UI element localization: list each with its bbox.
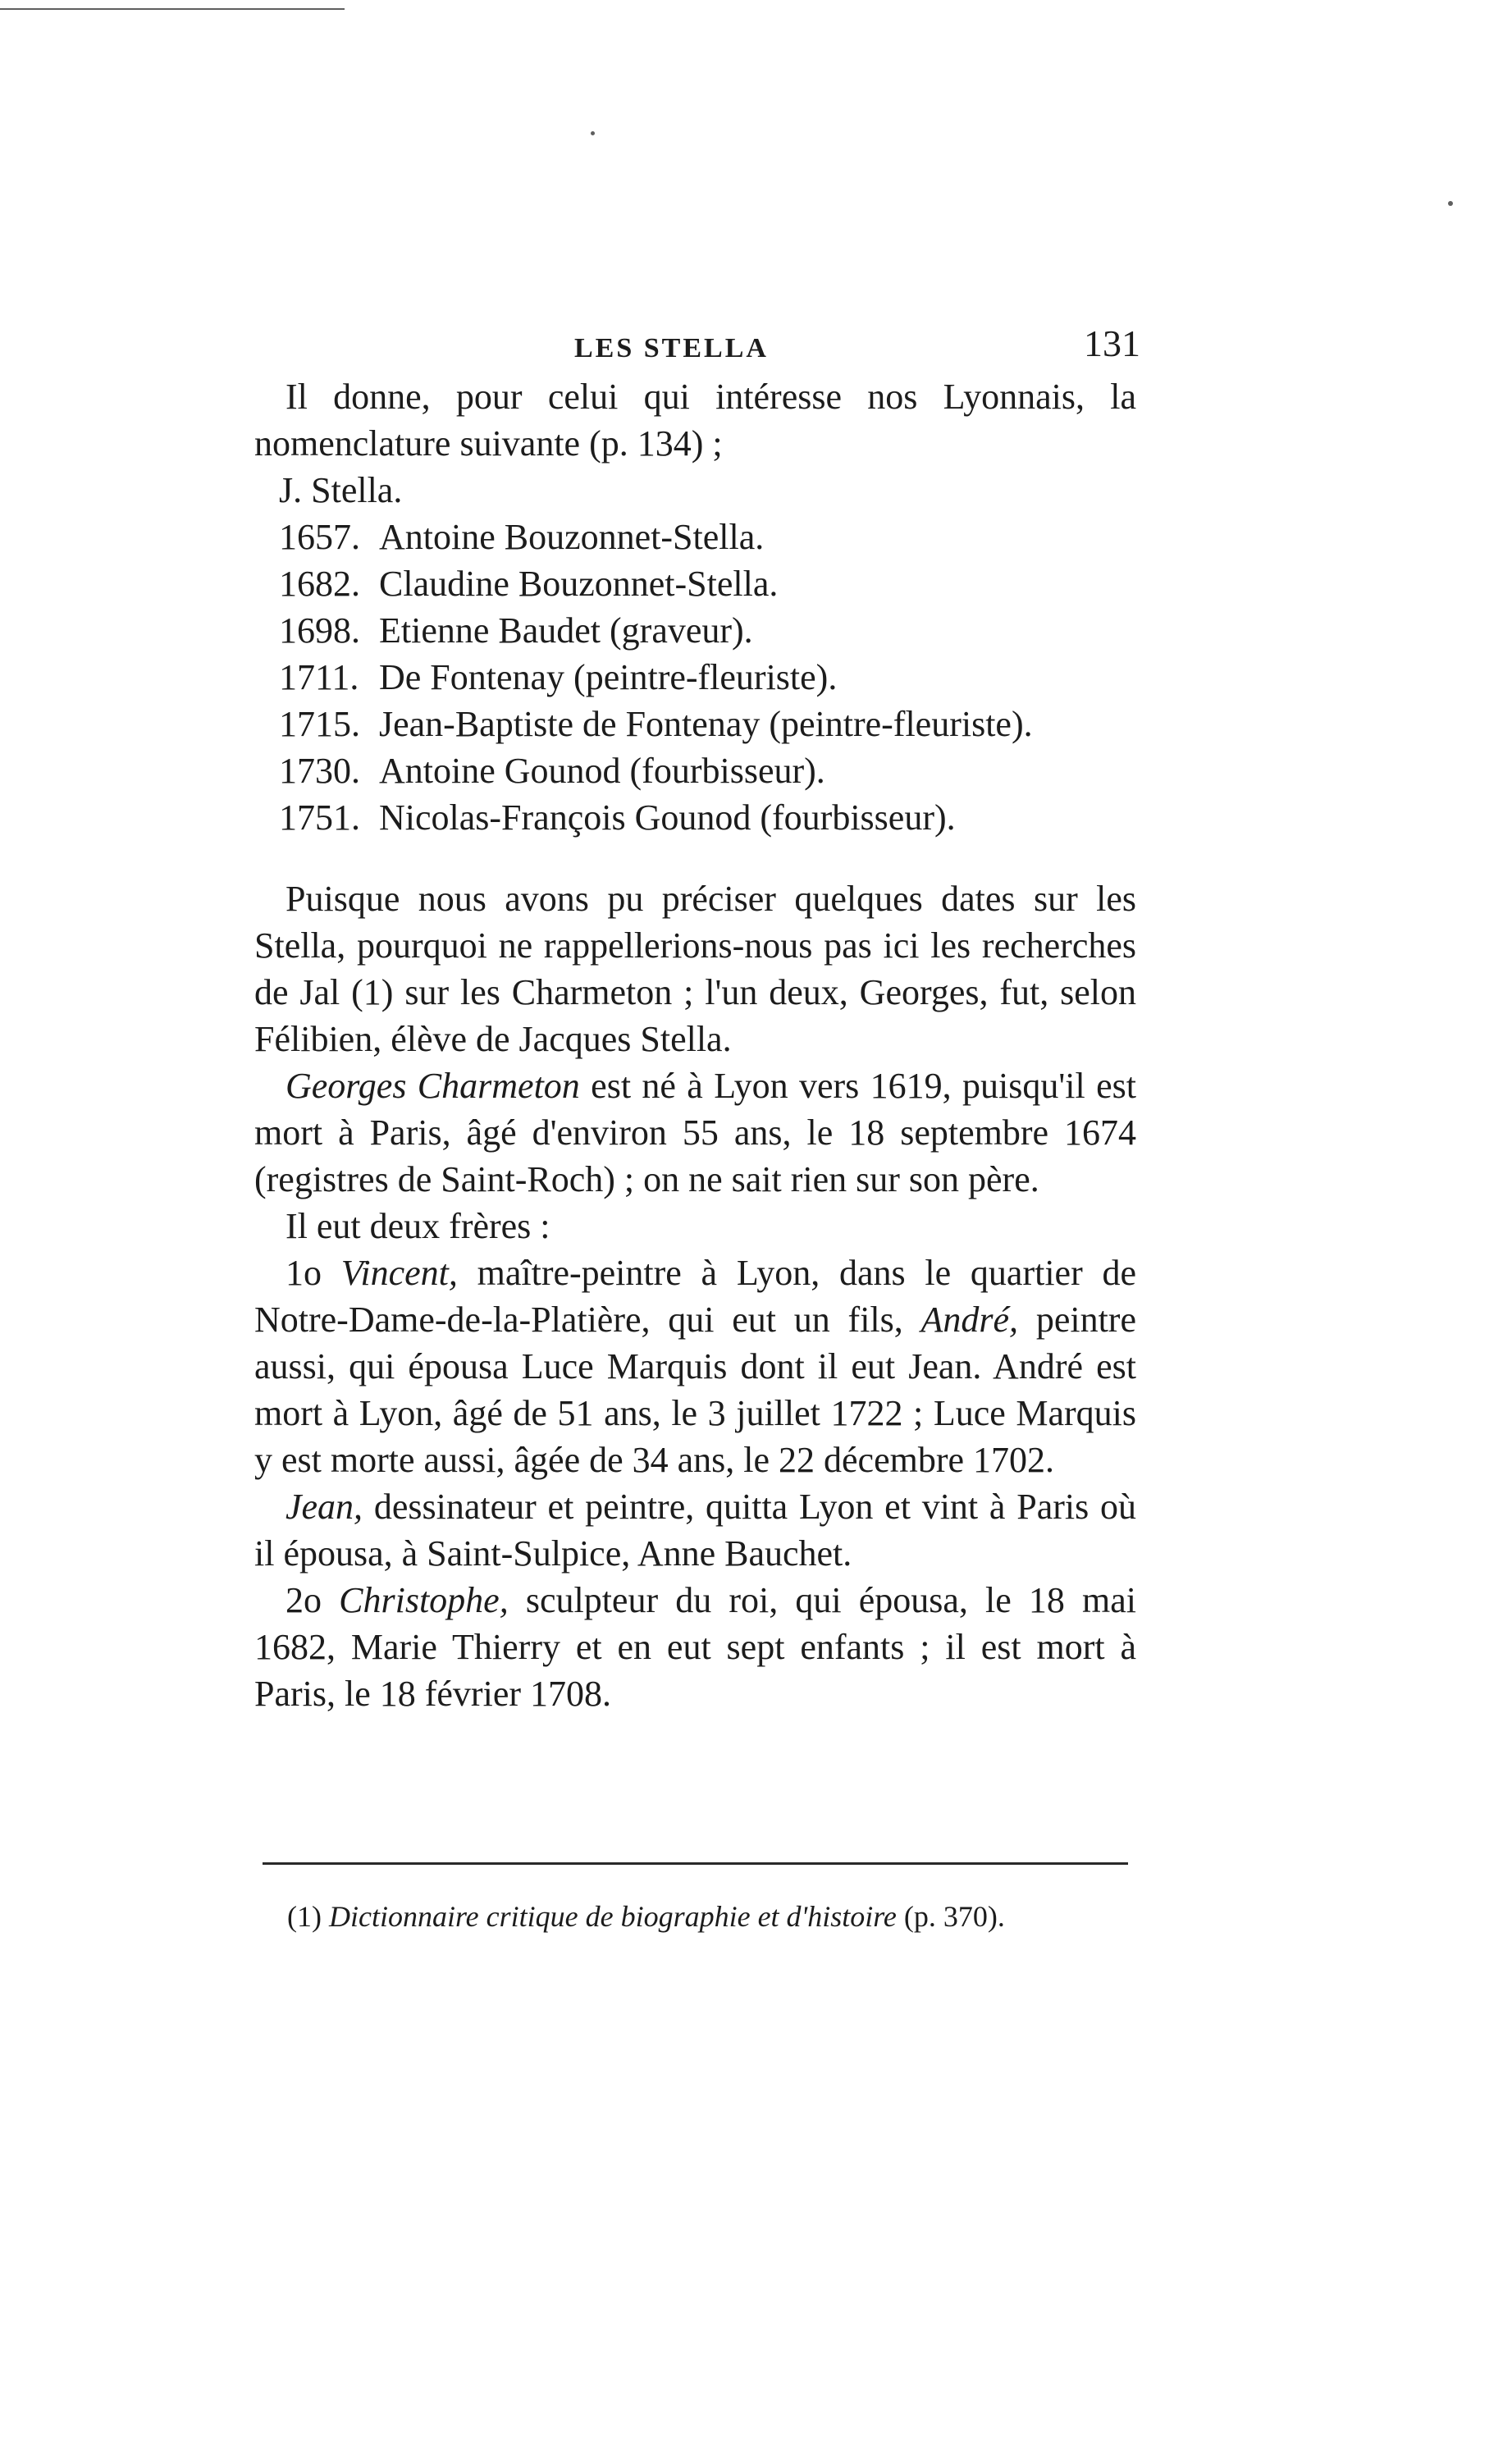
list-item-text: J. Stella. [279, 470, 403, 510]
running-title: LES STELLA [574, 333, 769, 363]
list-item-text: De Fontenay (peintre-fleuriste). [379, 657, 838, 697]
paragraph-georges [254, 1062, 1136, 1203]
paragraph-text: est né à Lyon vers 1619, puisqu'il est mort à Paris, âgé d'environ 55 ans, le 18 septembre 1674 (registres de Saint-Roch) ; on ne sait rien sur son père. [254, 1066, 1136, 1199]
paragraph-text: dessinateur et peintre, quitta Lyon et vint à Paris où il épousa, à Saint-Sulpice, Anne Bauchet. [254, 1487, 1136, 1574]
page-header [574, 318, 1140, 368]
list-item-text: Nicolas-François Gounod (fourbisseur). [379, 797, 956, 838]
list-item [254, 467, 1136, 514]
page-number: 131 [1084, 322, 1140, 364]
list-item [254, 560, 1136, 607]
person-name: Georges Charmeton [285, 1066, 580, 1106]
footnote-ref: (p. 370). [903, 1900, 1005, 1933]
paragraph-jean [254, 1483, 1136, 1577]
paragraph-brothers: Il eut deux frères : [285, 1206, 550, 1246]
footnote [287, 1899, 1149, 1934]
list-item-text: Etienne Baudet (graveur). [379, 610, 753, 651]
scan-speck [591, 131, 595, 135]
list-item-year: 1682. [279, 564, 360, 604]
person-name: Jean, [285, 1487, 363, 1527]
body-text [254, 373, 1136, 1717]
list-item-year: 1657. [279, 517, 360, 557]
list-item [254, 514, 1136, 560]
list-item [254, 607, 1136, 654]
paragraph-text: peintre aussi, qui épousa Luce Marquis dont il eut Jean. André est mort à Lyon, âgé de 51 ans, le 3 juillet 1722 ; Luce Marquis y est morte aussi, âgée de 34 ans, le 22 décembre 1702. [254, 1300, 1136, 1480]
paragraph-text: maître-peintre à Lyon, dans le quartier de Notre-Dame-de-la-Platière, qui eut un fils, [254, 1253, 1136, 1340]
list-item-text: Antoine Bouzonnet-Stella. [379, 517, 765, 557]
paragraph-text: sculpteur du roi, qui épousa, le 18 mai 1682, Marie Thierry et en eut sept enfants ; il est mort à Paris, le 18 février 1708. [254, 1580, 1136, 1714]
paragraph-christophe [254, 1577, 1136, 1717]
item-number: 1o [285, 1253, 341, 1293]
list-item-year: 1730. [279, 751, 360, 791]
paragraph-vincent [254, 1249, 1136, 1483]
intro-paragraph: Il donne, pour celui qui intéresse nos Lyonnais, la nomenclature suivante (p. 134) ; [254, 377, 1136, 464]
list-item-year: 1698. [279, 610, 360, 651]
list-item [254, 654, 1136, 701]
person-name: Vincent, [340, 1253, 458, 1293]
paragraph-charmeton-intro: Puisque nous avons pu préciser quelques dates sur les Stella, pourquoi ne rappellerions-nous pas ici les recherches de Jal (1) sur les Charmeton ; l'un deux, Georges, fut, selon Félibien, élève de Jacques Stella. [254, 879, 1136, 1059]
list-item-year: 1715. [279, 704, 360, 744]
person-name: Christophe, [339, 1580, 509, 1620]
footnote-marker: (1) [287, 1900, 322, 1933]
nomenclature-list [254, 467, 1136, 841]
footnote-divider [263, 1862, 1128, 1865]
list-item [254, 794, 1136, 841]
scan-speck [1448, 201, 1453, 206]
list-item [254, 701, 1136, 747]
list-item-text: Jean-Baptiste de Fontenay (peintre-fleuriste). [379, 704, 1033, 744]
list-item [254, 747, 1136, 794]
list-item-year: 1711. [279, 657, 359, 697]
list-item-text: Claudine Bouzonnet-Stella. [379, 564, 779, 604]
footnote-title: Dictionnaire critique de biographie et d'histoire [328, 1900, 897, 1933]
scan-edge-mark [0, 8, 345, 10]
list-item-text: Antoine Gounod (fourbisseur). [379, 751, 825, 791]
spacer [254, 841, 1136, 875]
item-number: 2o [285, 1580, 340, 1620]
person-name: André, [920, 1300, 1019, 1340]
list-item-year: 1751. [279, 797, 360, 838]
